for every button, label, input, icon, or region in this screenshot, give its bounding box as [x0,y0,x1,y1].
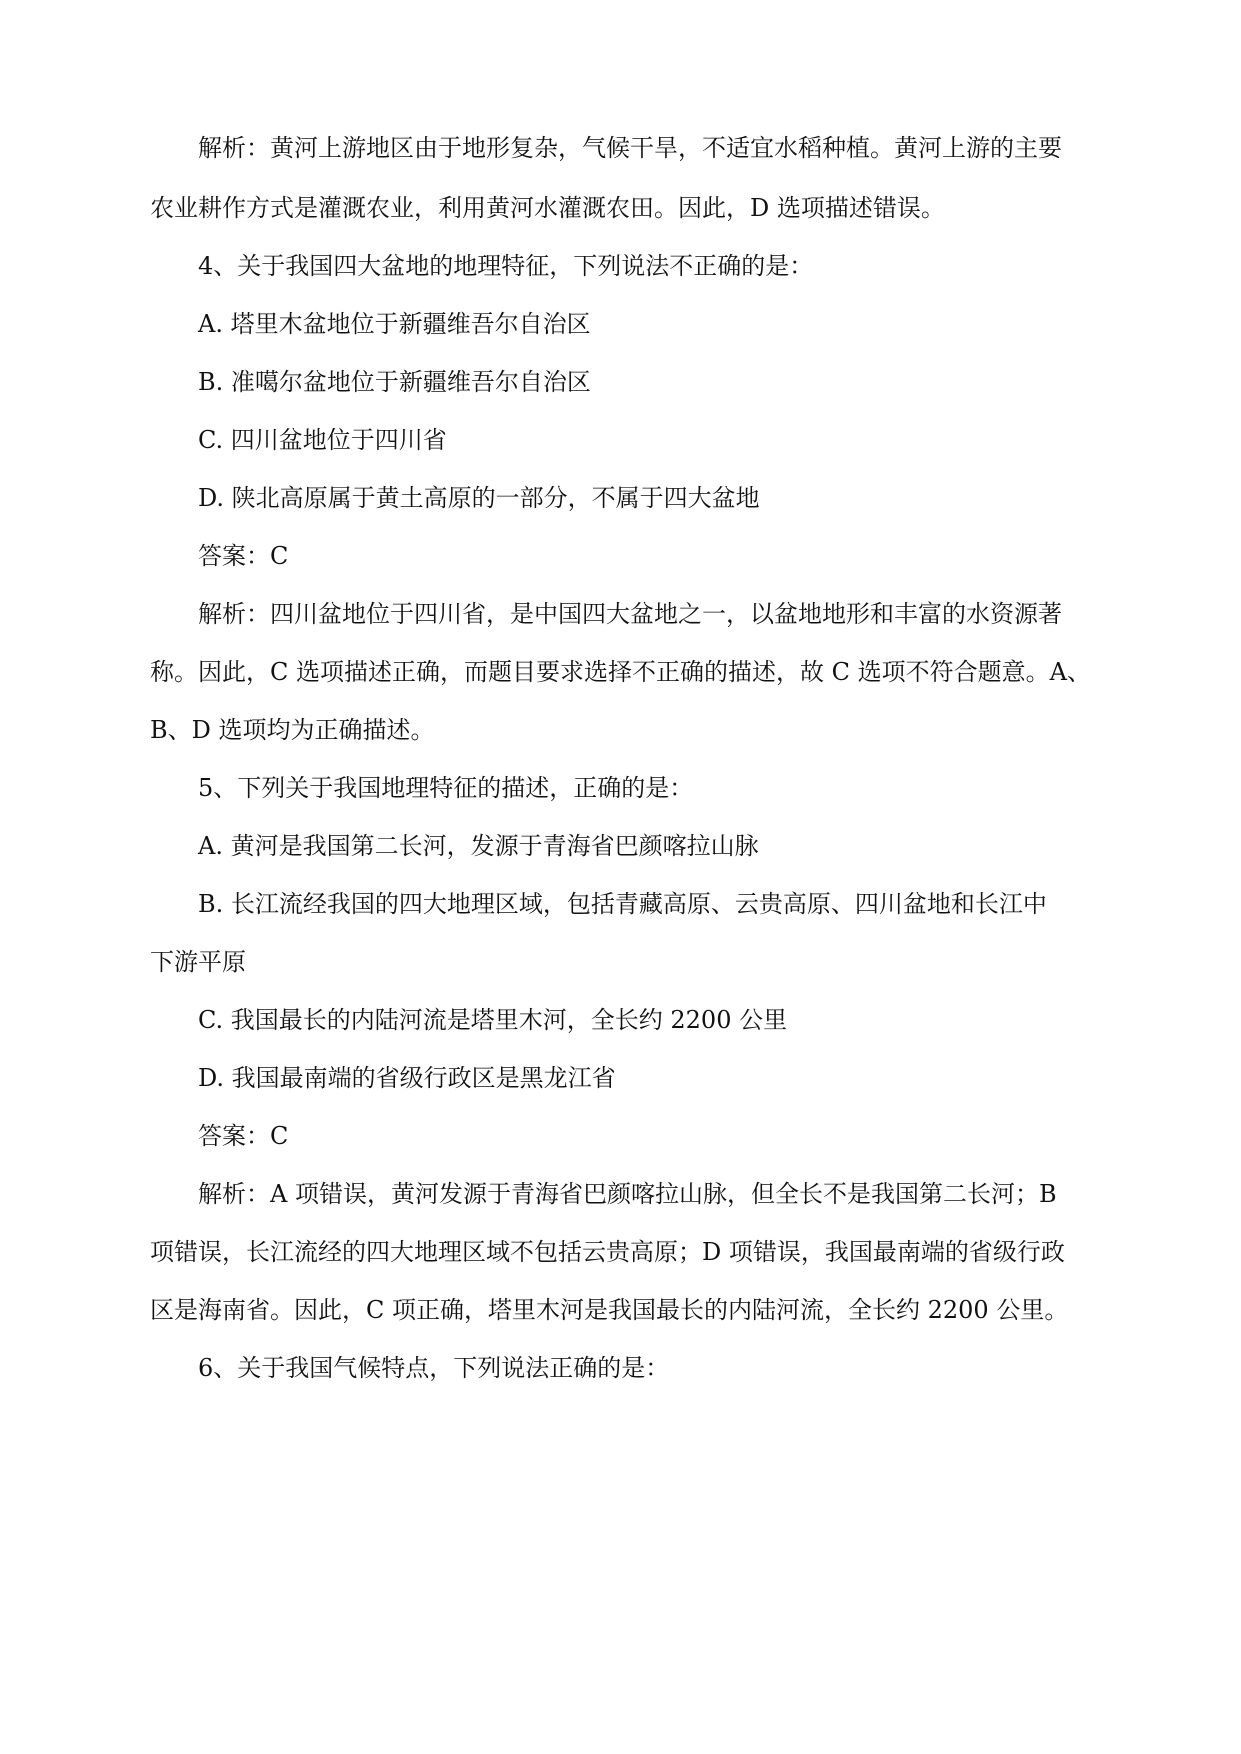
option-c: C. 四川盆地位于四川省 [198,426,447,454]
option-d: D. 我国最南端的省级行政区是黑龙江省 [198,1064,616,1092]
paragraph-line: 项错误，长江流经的四大地理区域不包括云贵高原；D 项错误，我国最南端的省级行政 [150,1238,1065,1266]
option-b: B. 准噶尔盆地位于新疆维吾尔自治区 [198,368,591,396]
question-6-title: 6、关于我国气候特点，下列说法正确的是： [198,1354,670,1382]
option-d: D. 陕北高原属于黄土高原的一部分，不属于四大盆地 [198,484,760,512]
paragraph-line: 区是海南省。因此，C 项正确，塔里木河是我国最长的内陆河流，全长约 2200 公里。 [150,1296,1069,1324]
paragraph-line: 农业耕作方式是灌溉农业，利用黄河水灌溉农田。因此，D 选项描述错误。 [150,194,945,222]
option-b-continued: 下游平原 [150,948,246,976]
option-b: B. 长江流经我国的四大地理区域，包括青藏高原、云贵高原、四川盆地和长江中 [198,890,1047,918]
paragraph-line: 称。因此，C 选项描述正确，而题目要求选择不正确的描述，故 C 选项不符合题意。A、 [150,658,1091,686]
question-5-title: 5、下列关于我国地理特征的描述，正确的是： [198,774,694,802]
question-4-title: 4、关于我国四大盆地的地理特征，下列说法不正确的是： [198,252,814,280]
answer-line: 答案：C [198,542,289,570]
paragraph-line: 解析：四川盆地位于四川省，是中国四大盆地之一，以盆地地形和丰富的水资源著 [198,600,1062,628]
option-a: A. 黄河是我国第二长河，发源于青海省巴颜喀拉山脉 [198,832,759,860]
answer-line: 答案：C [198,1122,289,1150]
option-c: C. 我国最长的内陆河流是塔里木河，全长约 2200 公里 [198,1006,788,1034]
paragraph-line: 解析：A 项错误，黄河发源于青海省巴颜喀拉山脉，但全长不是我国第二长河；B [198,1180,1057,1208]
option-a: A. 塔里木盆地位于新疆维吾尔自治区 [198,310,591,338]
paragraph-line: B、D 选项均为正确描述。 [150,716,435,744]
paragraph-line: 解析：黄河上游地区由于地形复杂，气候干旱，不适宜水稻种植。黄河上游的主要 [198,134,1062,162]
